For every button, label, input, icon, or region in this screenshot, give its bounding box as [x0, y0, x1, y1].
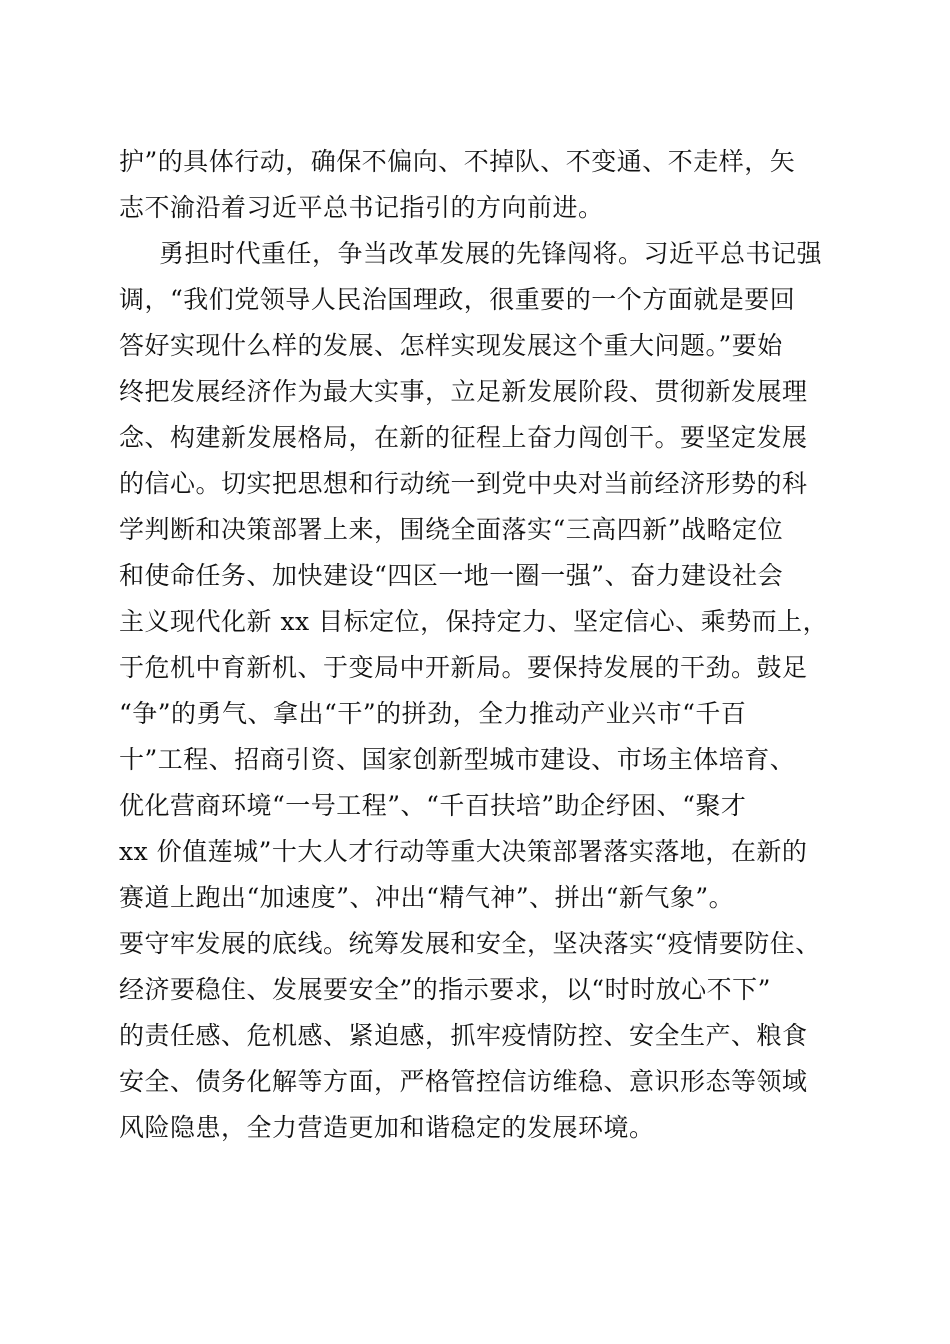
text-line: 护”的具体行动，确保不偏向、不掉队、不变通、不走样，矢: [119, 147, 796, 176]
text-line: 要守牢发展的底线。统筹发展和安全，坚决落实“疫情要防住、: [119, 929, 821, 958]
text-line: 和使命任务、加快建设“四区一地一圈一强”、奋力建设社会: [119, 561, 784, 590]
text-line: 赛道上跑出“加速度”、冲出“精气神”、拼出“新气象”。: [119, 883, 735, 912]
text-line: 十”工程、招商引资、国家创新型城市建设、市场主体培育、: [119, 745, 796, 774]
text-line: 念、构建新发展格局，在新的征程上奋力闯创干。要坚定发展: [119, 423, 808, 452]
text-line: 经济要稳住、发展要安全”的指示要求，以“时时放心不下”: [119, 975, 771, 1004]
text-line: 风险隐患，全力营造更加和谐稳定的发展环境。: [119, 1113, 655, 1142]
text-line: 主义现代化新 xx 目标定位，保持定力、坚定信心、乘势而上，: [119, 607, 829, 636]
text-line: 安全、债务化解等方面，严格管控信访维稳、意识形态等领域: [119, 1067, 808, 1096]
text-line: 学判断和决策部署上来，围绕全面落实“三高四新”战略定位: [119, 515, 784, 544]
text-line: “争”的勇气、拿出“干”的拼劲，全力推动产业兴市“千百: [119, 699, 747, 728]
text-line: 调，“我们党领导人民治国理政，很重要的一个方面就是要回: [119, 285, 796, 314]
text-line: 志不渝沿着习近平总书记指引的方向前进。: [119, 193, 604, 222]
text-line: 的责任感、危机感、紧迫感，抓牢疫情防控、安全生产、粮食: [119, 1021, 808, 1050]
text-line: 于危机中育新机、于变局中开新局。要保持发展的干劲。鼓足: [119, 653, 808, 682]
text-line: 的信心。切实把思想和行动统一到党中央对当前经济形势的科: [119, 469, 808, 498]
text-line: xx 价值莲城”十大人才行动等重大决策部署落实落地，在新的: [119, 837, 808, 866]
text-line: 答好实现什么样的发展、怎样实现发展这个重大问题。”要始: [119, 331, 783, 360]
text-line: 优化营商环境“一号工程”、“千百扶培”助企纾困、“聚才: [119, 791, 747, 820]
text-line: 终把发展经济作为最大实事，立足新发展阶段、贯彻新发展理: [119, 377, 808, 406]
paragraph-heading-line: 勇担时代重任，争当改革发展的先锋闯将。习近平总书记强: [159, 239, 823, 268]
